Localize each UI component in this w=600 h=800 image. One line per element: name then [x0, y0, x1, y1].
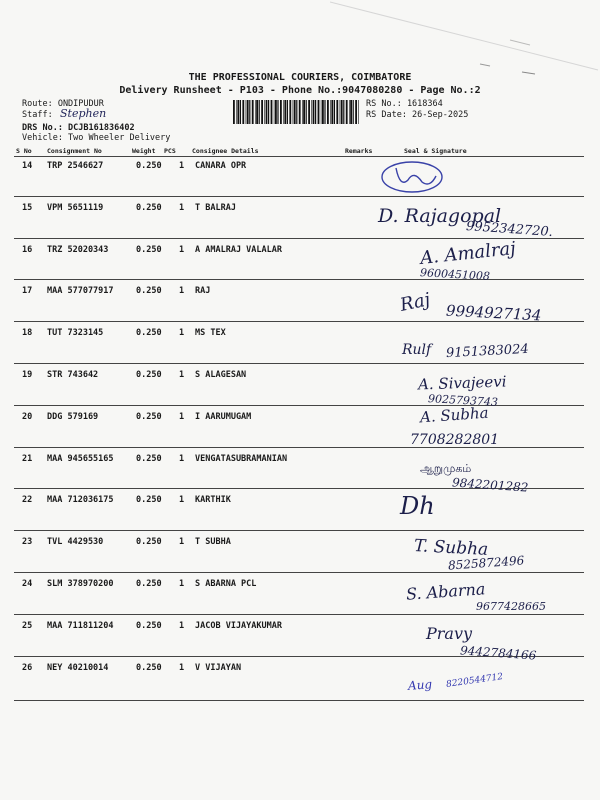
table-row: [0, 495, 600, 509]
row-divider: [14, 196, 584, 197]
cell-consignment: MAA 712036175: [47, 495, 114, 505]
col-sno: S No: [16, 147, 32, 155]
drs-number: DRS No.: DCJB161836402: [22, 123, 135, 133]
cell-sno: 26: [22, 663, 33, 673]
cell-sno: 14: [22, 161, 33, 171]
signature-24-name: S. Abarna: [405, 579, 486, 604]
table-row: [0, 370, 600, 384]
cell-sno: 22: [22, 495, 33, 505]
runsheet-subtitle: Delivery Runsheet - P103 - Phone No.:9047080280 - Page No.:2: [119, 85, 481, 96]
cell-weight: 0.250: [136, 203, 162, 213]
cell-consignee: V VIJAYAN: [195, 663, 242, 673]
signature-18-phone: 9151383024: [445, 341, 530, 362]
cell-weight: 0.250: [136, 621, 162, 631]
col-pcs: PCS: [164, 147, 176, 155]
signature-18-name: Rulf: [402, 342, 432, 358]
cell-sno: 20: [22, 412, 33, 422]
table-row: [0, 286, 600, 300]
cell-consignment: MAA 577077917: [47, 286, 114, 296]
cell-pcs: 1: [179, 495, 185, 505]
cell-pcs: 1: [179, 663, 185, 673]
row-divider: [14, 614, 584, 615]
cell-consignee: JACOB VIJAYAKUMAR: [195, 621, 282, 631]
cell-consignment: DDG 579169: [47, 412, 99, 422]
row-divider: [14, 572, 584, 573]
signature-21-name: ஆறுமுகம்: [420, 462, 472, 475]
cell-consignee: T BALRAJ: [195, 203, 236, 213]
cell-consignment: TRZ 52020343: [47, 245, 109, 255]
col-consignment: Consignment No: [47, 147, 102, 155]
cell-consignee: KARTHIK: [195, 495, 231, 505]
table-bottom-border: [14, 700, 584, 701]
cell-consignment: NEY 40210014: [47, 663, 109, 673]
cell-sno: 25: [22, 621, 33, 631]
route-label: Route: ONDIPUDUR: [22, 99, 104, 109]
cell-weight: 0.250: [136, 370, 162, 380]
signature-21-phone: 9842201282: [451, 475, 529, 495]
cell-pcs: 1: [179, 537, 185, 547]
cell-sno: 19: [22, 370, 33, 380]
cell-consignment: SLM 378970200: [47, 579, 114, 589]
company-title: THE PROFESSIONAL COURIERS, COIMBATORE: [188, 72, 412, 83]
cell-pcs: 1: [179, 579, 185, 589]
row-divider: [14, 363, 584, 364]
signature-19-name: A. Sivajeevi: [417, 372, 507, 394]
cell-weight: 0.250: [136, 412, 162, 422]
table-row: [0, 203, 600, 217]
signature-15-phone: 9952342720.: [465, 218, 554, 241]
cell-weight: 0.250: [136, 245, 162, 255]
rs-date: RS Date: 26-Sep-2025: [366, 110, 469, 120]
cell-consignment: TVL 4429530: [47, 537, 104, 547]
signature-25-name: Pravy: [426, 624, 473, 643]
row-divider: [14, 405, 584, 406]
cell-consignee: RAJ: [195, 286, 211, 296]
signature-23-phone: 8525872496: [447, 553, 525, 573]
cell-sno: 24: [22, 579, 33, 589]
table-row: [0, 412, 600, 426]
cell-consignment: MAA 711811204: [47, 621, 114, 631]
table-row: [0, 579, 600, 593]
cell-pcs: 1: [179, 245, 185, 255]
cell-pcs: 1: [179, 203, 185, 213]
cell-sno: 21: [22, 454, 33, 464]
signature-26-name: Aug: [407, 677, 433, 693]
cell-pcs: 1: [179, 454, 185, 464]
cell-weight: 0.250: [136, 454, 162, 464]
cell-consignee: VENGATASUBRAMANIAN: [195, 454, 288, 464]
col-consignee: Consignee Details: [192, 147, 259, 155]
cell-sno: 16: [22, 245, 33, 255]
signature-16-phone: 9600451008: [419, 266, 491, 283]
cell-consignee: S ALAGESAN: [195, 370, 247, 380]
signature-17-phone: 9994927134: [445, 301, 542, 325]
cell-weight: 0.250: [136, 579, 162, 589]
cell-consignee: I AARUMUGAM: [195, 412, 252, 422]
col-weight: Weight: [132, 147, 156, 155]
cell-sno: 23: [22, 537, 33, 547]
cell-weight: 0.250: [136, 161, 162, 171]
cell-pcs: 1: [179, 370, 185, 380]
cell-consignment: VPM 5651119: [47, 203, 104, 213]
signature-22-name: Dh: [400, 492, 435, 520]
cell-consignment: TUT 7323145: [47, 328, 104, 338]
stamp-scribble: [378, 158, 450, 200]
table-row: [0, 537, 600, 551]
signature-20-name: A. Subha: [419, 403, 490, 427]
cell-weight: 0.250: [136, 663, 162, 673]
cell-consignment: MAA 945655165: [47, 454, 114, 464]
cell-pcs: 1: [179, 412, 185, 422]
staff-label: Staff:: [22, 110, 53, 120]
cell-weight: 0.250: [136, 495, 162, 505]
cell-consignee: MS TEX: [195, 328, 226, 338]
signature-23-name: T. Subha: [413, 536, 489, 560]
cell-weight: 0.250: [136, 328, 162, 338]
cell-pcs: 1: [179, 286, 185, 296]
cell-consignee: T SUBHA: [195, 537, 231, 547]
cell-sno: 17: [22, 286, 33, 296]
col-remarks: Remarks: [345, 147, 373, 155]
cell-weight: 0.250: [136, 286, 162, 296]
rs-number: RS No.: 1618364: [366, 99, 443, 109]
signature-25-phone: 9442784166: [459, 643, 537, 663]
signature-17-name: Raj: [398, 289, 433, 316]
cell-pcs: 1: [179, 621, 185, 631]
table-row: [0, 663, 600, 677]
cell-sno: 15: [22, 203, 33, 213]
cell-consignment: TRP 2546627: [47, 161, 104, 171]
row-divider: [14, 279, 584, 280]
cell-sno: 18: [22, 328, 33, 338]
signature-26-phone: 8220544712: [445, 672, 504, 690]
table-row: [0, 454, 600, 468]
cell-consignee: S ABARNA PCL: [195, 579, 257, 589]
signature-15-name: D. Rajagopal: [378, 205, 502, 227]
cell-consignee: A AMALRAJ VALALAR: [195, 245, 282, 255]
cell-pcs: 1: [179, 328, 185, 338]
row-divider: [14, 530, 584, 531]
barcode: [233, 100, 361, 124]
cell-pcs: 1: [179, 161, 185, 171]
signature-19-phone: 9025793743: [427, 392, 499, 409]
cell-consignee: CANARA OPR: [195, 161, 247, 171]
cell-consignment: STR 743642: [47, 370, 99, 380]
signature-20-phone: 7708282801: [410, 432, 500, 448]
table-row: [0, 621, 600, 635]
signature-24-phone: 9677428665: [476, 600, 546, 613]
staff-value: Stephen: [60, 107, 107, 120]
col-seal-signature: Seal & Signature: [404, 147, 467, 155]
table-row: [0, 328, 600, 342]
header-divider: [14, 156, 584, 157]
cell-weight: 0.250: [136, 537, 162, 547]
signature-16-name: A. Amalraj: [419, 238, 517, 269]
vehicle-label: Vehicle: Two Wheeler Delivery: [22, 133, 171, 143]
table-row: [0, 161, 600, 175]
